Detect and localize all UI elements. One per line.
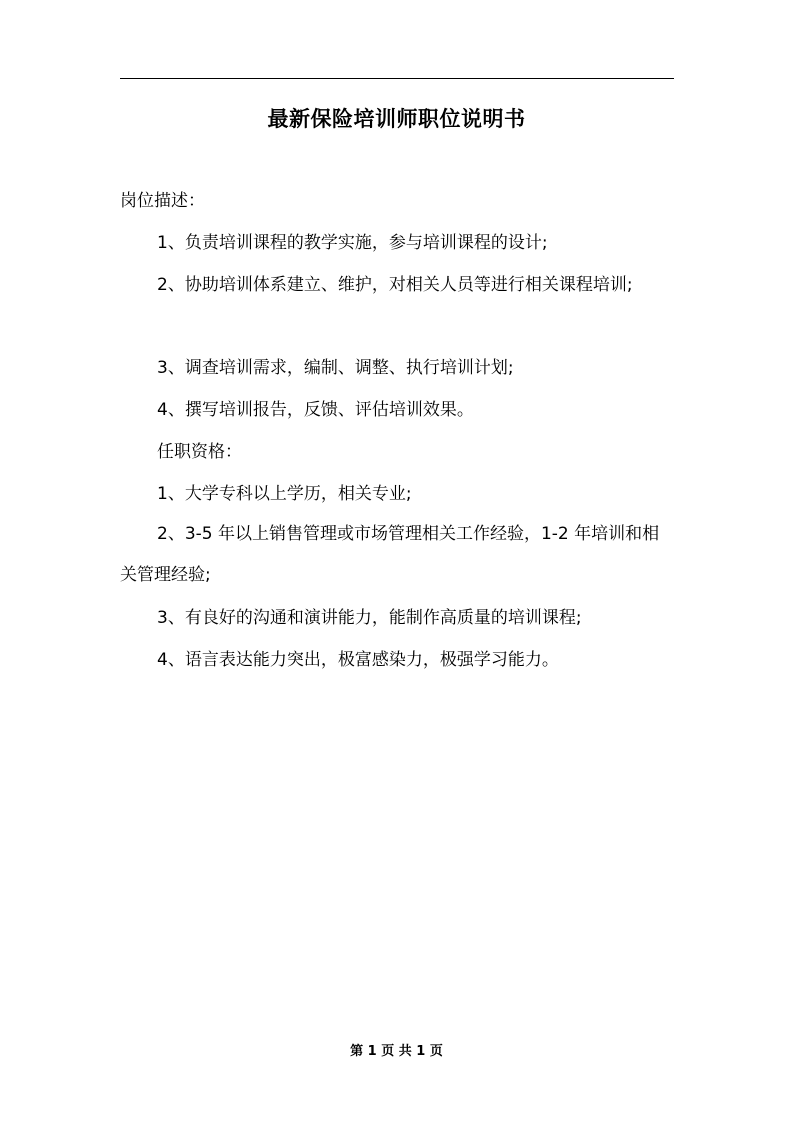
duty-item-2: 2、协助培训体系建立、维护，对相关人员等进行相关课程培训;: [157, 275, 633, 295]
duty-item-3: 3、调查培训需求，编制、调整、执行培训计划;: [157, 358, 514, 378]
document-title: 最新保险培训师职位说明书: [267, 107, 526, 131]
qualification-item-3: 3、有良好的沟通和演讲能力，能制作高质量的培训课程;: [157, 608, 582, 628]
qualification-item-4: 4、语言表达能力突出，极富感染力，极强学习能力。: [157, 650, 559, 670]
section-heading-qualifications: 任职资格：: [157, 442, 242, 462]
section-heading-job-description: 岗位描述：: [120, 191, 205, 211]
qualification-item-2: 2、3-5 年以上销售管理或市场管理相关工作经验，1-2 年培训和相关管理经验;: [120, 524, 660, 585]
page-footer: 第 1 页 共 1 页: [350, 1044, 443, 1059]
header-rule: [120, 78, 674, 79]
duty-item-4: 4、撰写培训报告，反馈、评估培训效果。: [157, 400, 474, 420]
qualification-item-1: 1、大学专科以上学历，相关专业;: [157, 484, 412, 504]
duty-item-1: 1、负责培训课程的教学实施，参与培训课程的设计;: [157, 233, 548, 253]
